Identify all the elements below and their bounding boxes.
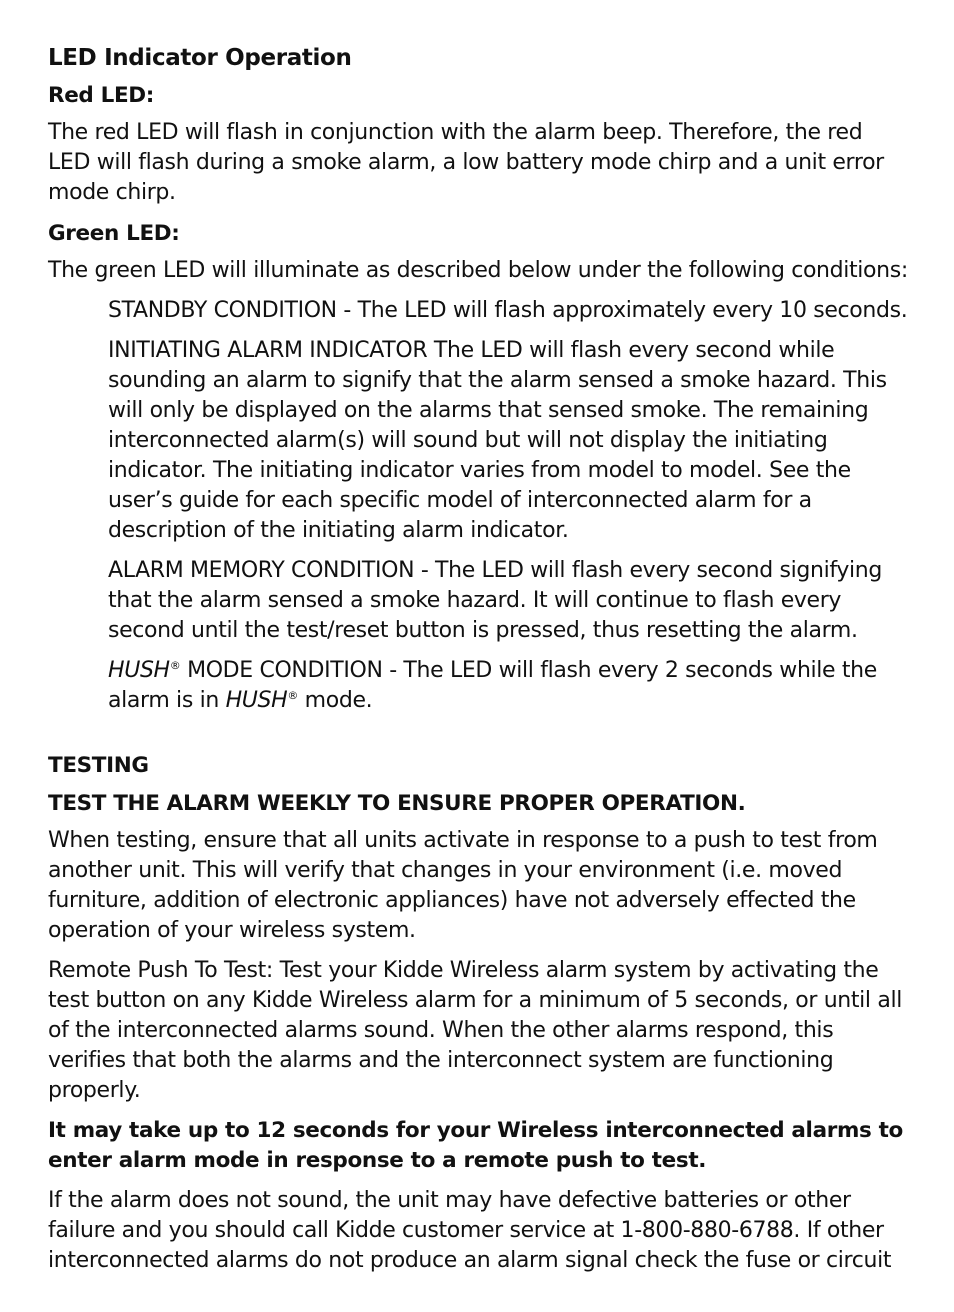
led-section-title: LED Indicator Operation bbox=[48, 45, 352, 71]
hush-text-b: mode. bbox=[298, 688, 373, 713]
hush-text-a: MODE CONDITION - The LED will flash every 2 seconds while the alarm is in bbox=[108, 658, 877, 713]
testing-paragraph-2: Remote Push To Test: Test your Kidde Wireless alarm system by activating the test button on any Kidde Wireless alarm for a minimum of 5 seconds, or until all of the interconnected alarms sound. When the other alarms respond, this verifies that both the alarms and the interconnect system are functioning properly. bbox=[48, 958, 902, 1103]
hush-word: HUSH bbox=[108, 658, 170, 683]
red-led-text: The red LED will flash in conjunction with the alarm beep. Therefore, the red LED will flash during a smoke alarm, a low battery mode chirp and a unit error mode chirp. bbox=[48, 120, 884, 205]
manual-page bbox=[48, 40, 910, 1286]
green-led-heading: Green LED: bbox=[48, 221, 180, 246]
standby-condition-text: STANDBY CONDITION - The LED will flash approximately every 10 seconds. bbox=[108, 298, 908, 323]
initiating-indicator-text: INITIATING ALARM INDICATOR The LED will flash every second while sounding an alarm to signify that the alarm sensed a smoke hazard. This will only be displayed on the alarms that sensed smoke. The remaining interconnected alarm(s) will sound but will not display the initiating indicator. The initiating indicator varies from model to model. See the user’s guide for each specific model of interconnected alarm for a description of the initiating alarm indicator. bbox=[108, 338, 887, 543]
testing-paragraph-3: If the alarm does not sound, the unit may have defective batteries or other failure and you should call Kidde customer service at 1-800-880-6788. If other interconnected alarms do not produce an alarm signal check the fuse or circuit bbox=[48, 1188, 892, 1273]
registered-mark: ® bbox=[169, 659, 181, 672]
testing-paragraph-1: When testing, ensure that all units activate in response to a push to test from another unit. This will verify that changes in your environment (i.e. moved furniture, addition of electronic appliances) have not adversely effected the operation of your wireless system. bbox=[48, 828, 878, 943]
testing-subtitle: TEST THE ALARM WEEKLY TO ENSURE PROPER OPERATION. bbox=[48, 791, 746, 816]
hush-mode-text bbox=[48, 656, 910, 716]
section-gap bbox=[48, 726, 910, 750]
green-led-intro: The green LED will illuminate as described below under the following conditions: bbox=[48, 258, 908, 283]
testing-bold-note: It may take up to 12 seconds for your Wireless interconnected alarms to enter alarm mode in response to a remote push to test. bbox=[48, 1118, 903, 1173]
alarm-memory-text: ALARM MEMORY CONDITION - The LED will flash every second signifying that the alarm sensed a smoke hazard. It will continue to flash every second until the test/reset button is pressed, thus resetting the alarm. bbox=[108, 558, 883, 643]
testing-title: TESTING bbox=[48, 753, 149, 778]
hush-word-2: HUSH bbox=[225, 688, 288, 713]
red-led-heading: Red LED: bbox=[48, 83, 155, 108]
registered-mark-2: ® bbox=[287, 689, 298, 702]
